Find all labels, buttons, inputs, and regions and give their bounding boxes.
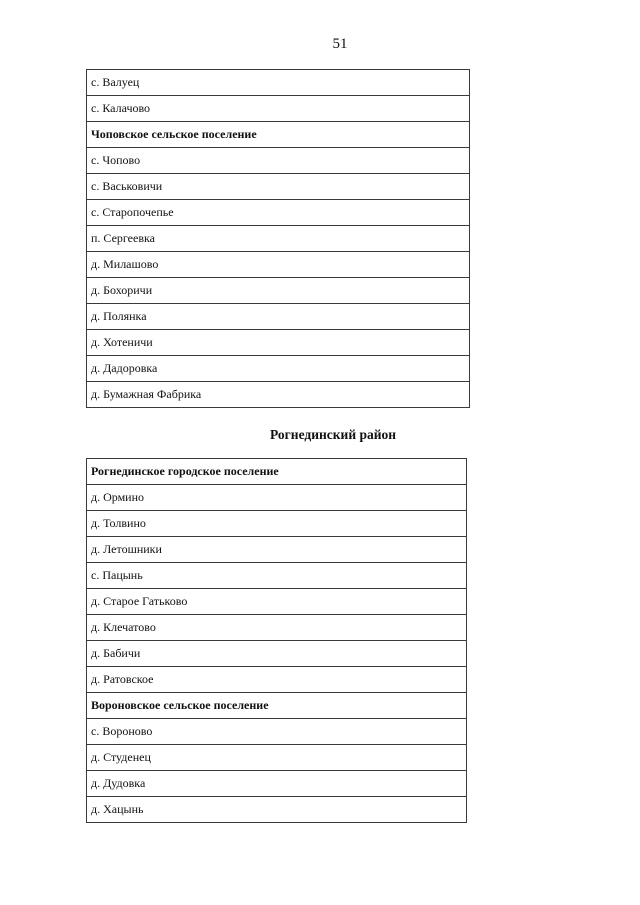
settlement-name: с. Васьковичи (87, 174, 470, 200)
settlement-name: с. Пацынь (87, 563, 467, 589)
settlement-name: д. Ормино (87, 485, 467, 511)
settlement-group-name: Рогнединское городское поселение (87, 459, 467, 485)
settlement-row (87, 96, 470, 122)
settlement-row (87, 485, 467, 511)
settlement-row (87, 200, 470, 226)
settlement-row (87, 745, 467, 771)
settlement-row (87, 356, 470, 382)
settlements-table-body (87, 459, 467, 823)
settlement-name: д. Милашово (87, 252, 470, 278)
settlement-row (87, 304, 470, 330)
settlement-row (87, 511, 467, 537)
settlement-row (87, 615, 467, 641)
district-heading: Рогнединский район (270, 427, 397, 442)
settlement-row (87, 252, 470, 278)
settlement-row (87, 667, 467, 693)
settlement-row (87, 537, 467, 563)
settlement-group-row (87, 122, 470, 148)
settlement-name: с. Старопочепье (87, 200, 470, 226)
settlement-name: с. Чопово (87, 148, 470, 174)
settlement-name: д. Бабичи (87, 641, 467, 667)
settlements-table-continued (86, 69, 470, 408)
settlement-row (87, 70, 470, 96)
settlement-name: д. Бумажная Фабрика (87, 382, 470, 408)
settlement-row (87, 330, 470, 356)
settlement-name: д. Ратовское (87, 667, 467, 693)
settlement-name: с. Валуец (87, 70, 470, 96)
settlement-row (87, 382, 470, 408)
settlement-name: д. Старое Гатьково (87, 589, 467, 615)
settlement-group-row (87, 693, 467, 719)
settlement-group-name: Чоповское сельское поселение (87, 122, 470, 148)
settlement-name: д. Студенец (87, 745, 467, 771)
settlement-name: д. Дадоровка (87, 356, 470, 382)
settlement-row (87, 719, 467, 745)
page-number: 51 (332, 36, 348, 52)
settlement-row (87, 563, 467, 589)
settlement-name: с. Вороново (87, 719, 467, 745)
settlement-name: п. Сергеевка (87, 226, 470, 252)
settlement-group-name: Вороновское сельское поселение (87, 693, 467, 719)
settlement-row (87, 148, 470, 174)
settlement-row (87, 278, 470, 304)
settlement-name: д. Бохоричи (87, 278, 470, 304)
settlement-name: с. Калачово (87, 96, 470, 122)
settlement-row (87, 226, 470, 252)
settlement-name: д. Хацынь (87, 797, 467, 823)
settlement-name: д. Летошники (87, 537, 467, 563)
settlements-table-body (87, 70, 470, 408)
settlement-row (87, 589, 467, 615)
settlement-name: д. Толвино (87, 511, 467, 537)
settlement-row (87, 641, 467, 667)
settlement-group-row (87, 459, 467, 485)
settlement-row (87, 797, 467, 823)
settlement-name: д. Хотеничи (87, 330, 470, 356)
settlement-name: д. Клечатово (87, 615, 467, 641)
settlements-table-rognedino (86, 458, 467, 823)
settlement-name: д. Полянка (87, 304, 470, 330)
settlement-row (87, 174, 470, 200)
settlement-name: д. Дудовка (87, 771, 467, 797)
settlement-row (87, 771, 467, 797)
